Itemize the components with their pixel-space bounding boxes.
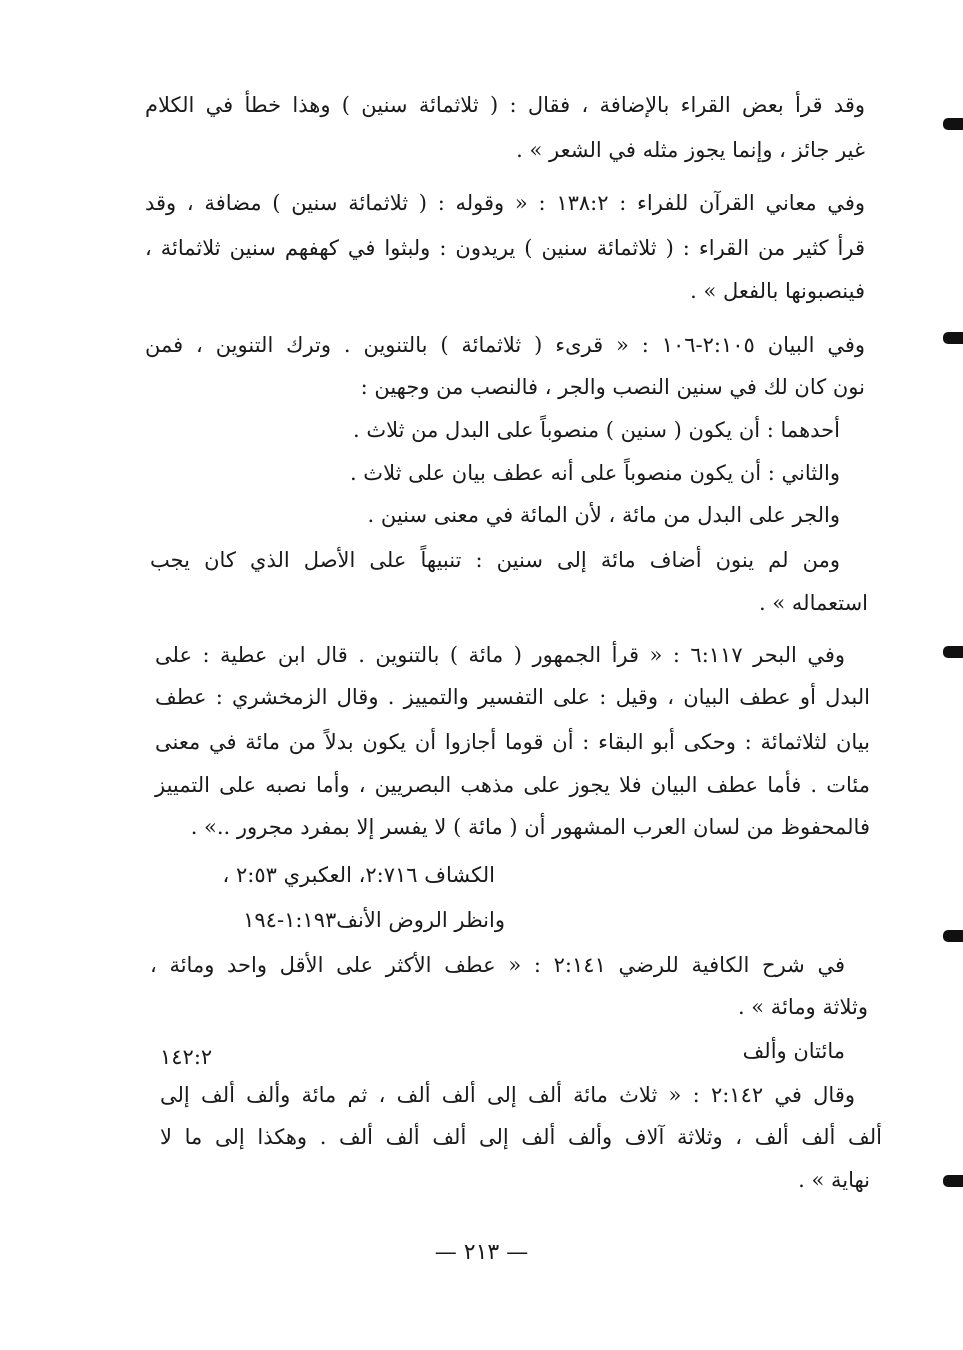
text-line: وقال في ٢:١٤٢ : « ثلاث مائة ألف إلى ألف ألف ، ثم مائة وألف ألف إلى <box>160 1083 856 1107</box>
margin-tab-mark <box>943 930 963 942</box>
margin-tab-mark <box>943 118 963 130</box>
margin-tab-mark <box>943 332 963 344</box>
text-line: ألف ألف ألف ، وثلاثة آلاف وألف ألف إلى ألف ألف ألف . وهكذا إلى ما لا <box>160 1125 882 1149</box>
text-line: فينصبونها بالفعل » . <box>690 279 865 303</box>
text-line: غير جائز ، وإنما يجوز مثله في الشعر » . <box>516 138 865 162</box>
text-line: وقد قرأ بعض القراء بالإضافة ، فقال : ( ثلاثمائة سنين ) وهذا خطأ في الكلام <box>145 93 865 117</box>
text-line: نهاية » . <box>798 1168 870 1192</box>
margin-tab-mark <box>943 646 963 658</box>
section-heading: مائتان وألف <box>742 1039 845 1063</box>
text-line: والثاني : أن يكون منصوباً على أنه عطف بيان على ثلاث . <box>349 461 840 485</box>
text-line: ومن لم ينون أضاف مائة إلى سنين : تنبيهاً على الأصل الذي كان يجب <box>150 548 840 572</box>
text-line: في شرح الكافية للرضي ٢:١٤١ : « عطف الأكثر على الأقل واحد ومائة ، <box>150 953 845 977</box>
text-line: والجر على البدل من مائة ، لأن المائة في معنى سنين . <box>367 503 840 527</box>
page-number: — ٢١٣ — <box>434 1240 529 1265</box>
text-line: نون كان لك في سنين النصب والجر ، فالنصب من وجهين : <box>360 375 865 399</box>
text-line: وفي البيان ٢:١٠٥-١٠٦ : « قرىء ( ثلاثمائة ) بالتنوين . وترك التنوين ، فمن <box>145 333 866 357</box>
text-line: قرأ كثير من القراء : ( ثلاثمائة سنين ) يريدون : ولبثوا في كهفهم سنين ثلاثمائة ، <box>145 236 865 260</box>
text-line: فالمحفوظ من لسان العرب المشهور أن ( مائة ) لا يفسر إلا بمفرد مجرور ..» . <box>190 815 870 839</box>
text-line: وثلاثة ومائة » . <box>737 995 868 1019</box>
section-reference: ١٤٢:٢ <box>160 1045 213 1069</box>
text-line: البدل أو عطف البيان ، وقيل : على التفسير والتمييز . وقال الزمخشري : عطف <box>155 685 870 709</box>
text-line: بيان لثلاثمائة : وحكى أبو البقاء : أن قوما أجازوا أن يكون بدلاً من مائة في معنى <box>155 730 870 754</box>
citation-line: وانظر الروض الأنف١:١٩٣-١٩٤ <box>243 908 505 932</box>
text-line: وفي معاني القرآن للفراء : ١٣٨:٢ : « وقوله : ( ثلاثمائة سنين ) مضافة ، وقد <box>145 191 865 215</box>
text-line: استعماله » . <box>759 591 868 615</box>
citation-line: الكشاف ٢:٧١٦، العكبري ٢:٥٣ ، <box>222 863 495 887</box>
text-line: مئات . فأما عطف البيان فلا يجوز على مذهب البصريين ، وأما نصبه على التمييز <box>155 773 870 797</box>
margin-tab-mark <box>943 1175 963 1187</box>
text-line: أحدهما : أن يكون ( سنين ) منصوباً على البدل من ثلاث . <box>352 418 840 442</box>
text-line: وفي البحر ٦:١١٧ : « قرأ الجمهور ( مائة ) بالتنوين . قال ابن عطية : على <box>155 643 845 667</box>
